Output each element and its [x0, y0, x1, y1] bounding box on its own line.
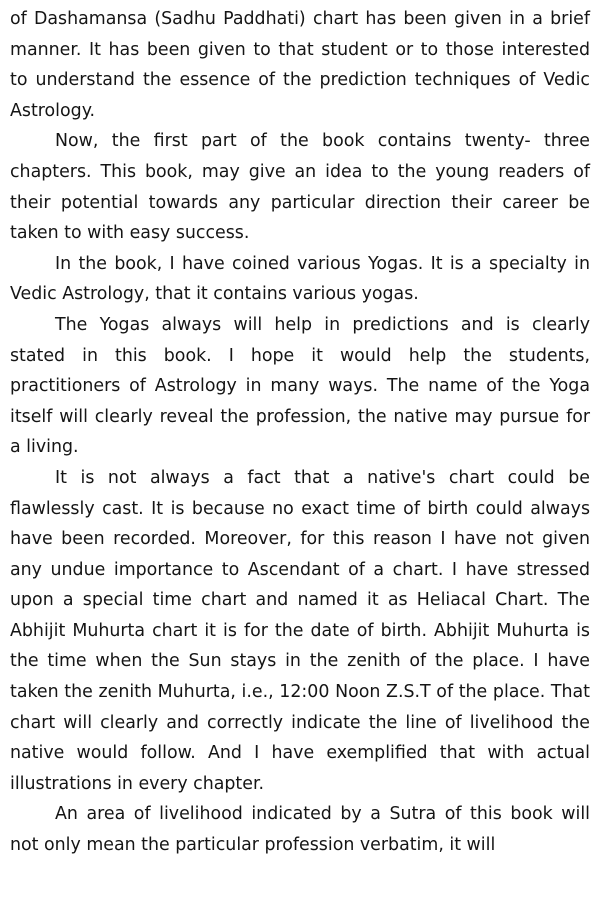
- paragraph-heliacal-chart: It is not always a fact that a native's chart could be flawlessly cast. It is because no exact time of birth could always have been recorded. Moreover, for this reason I have not given any undue importance to Ascendant of a chart. I have stressed upon a special time chart and named it as Heliacal Chart. The Abhijit Muhurta chart it is for the date of birth. Abhijit Muhurta is the time when the Sun stays in the zenith of the place. I have taken the zenith Muhurta, i.e., 12:00 Noon Z.S.T of the place. That chart will clearly and correctly indicate the line of livelihood the native would follow. And I have exemplified that with actual illustrations in every chapter.: [10, 467, 590, 794]
- paragraph-sutra-livelihood: An area of livelihood indicated by a Sutra of this book will not only mean the particular profession verbatim, it will: [10, 804, 590, 856]
- paragraph-yogas-predictions: The Yogas always will help in predictions and is clearly stated in this book. I hope it would help the students, practitioners of Astrology in many ways. The name of the Yoga itself will clearly reveal the profession, the native may pursue for a living.: [10, 314, 590, 458]
- paragraph-book-first-part: Now, the first part of the book contains twenty- three chapters. This book, may give an idea to the young readers of their potential towards any particular direction their career be taken to with easy success.: [10, 131, 590, 244]
- paragraph-dashamansa-continuation: of Dashamansa (Sadhu Paddhati) chart has been given in a brief manner. It has been given to that student or to those interested to understand the essence of the prediction techniques of Vedic Astrology.: [10, 9, 590, 121]
- paragraph-coined-yogas: In the book, I have coined various Yogas. It is a specialty in Vedic Astrology, that it contains various yogas.: [10, 253, 590, 305]
